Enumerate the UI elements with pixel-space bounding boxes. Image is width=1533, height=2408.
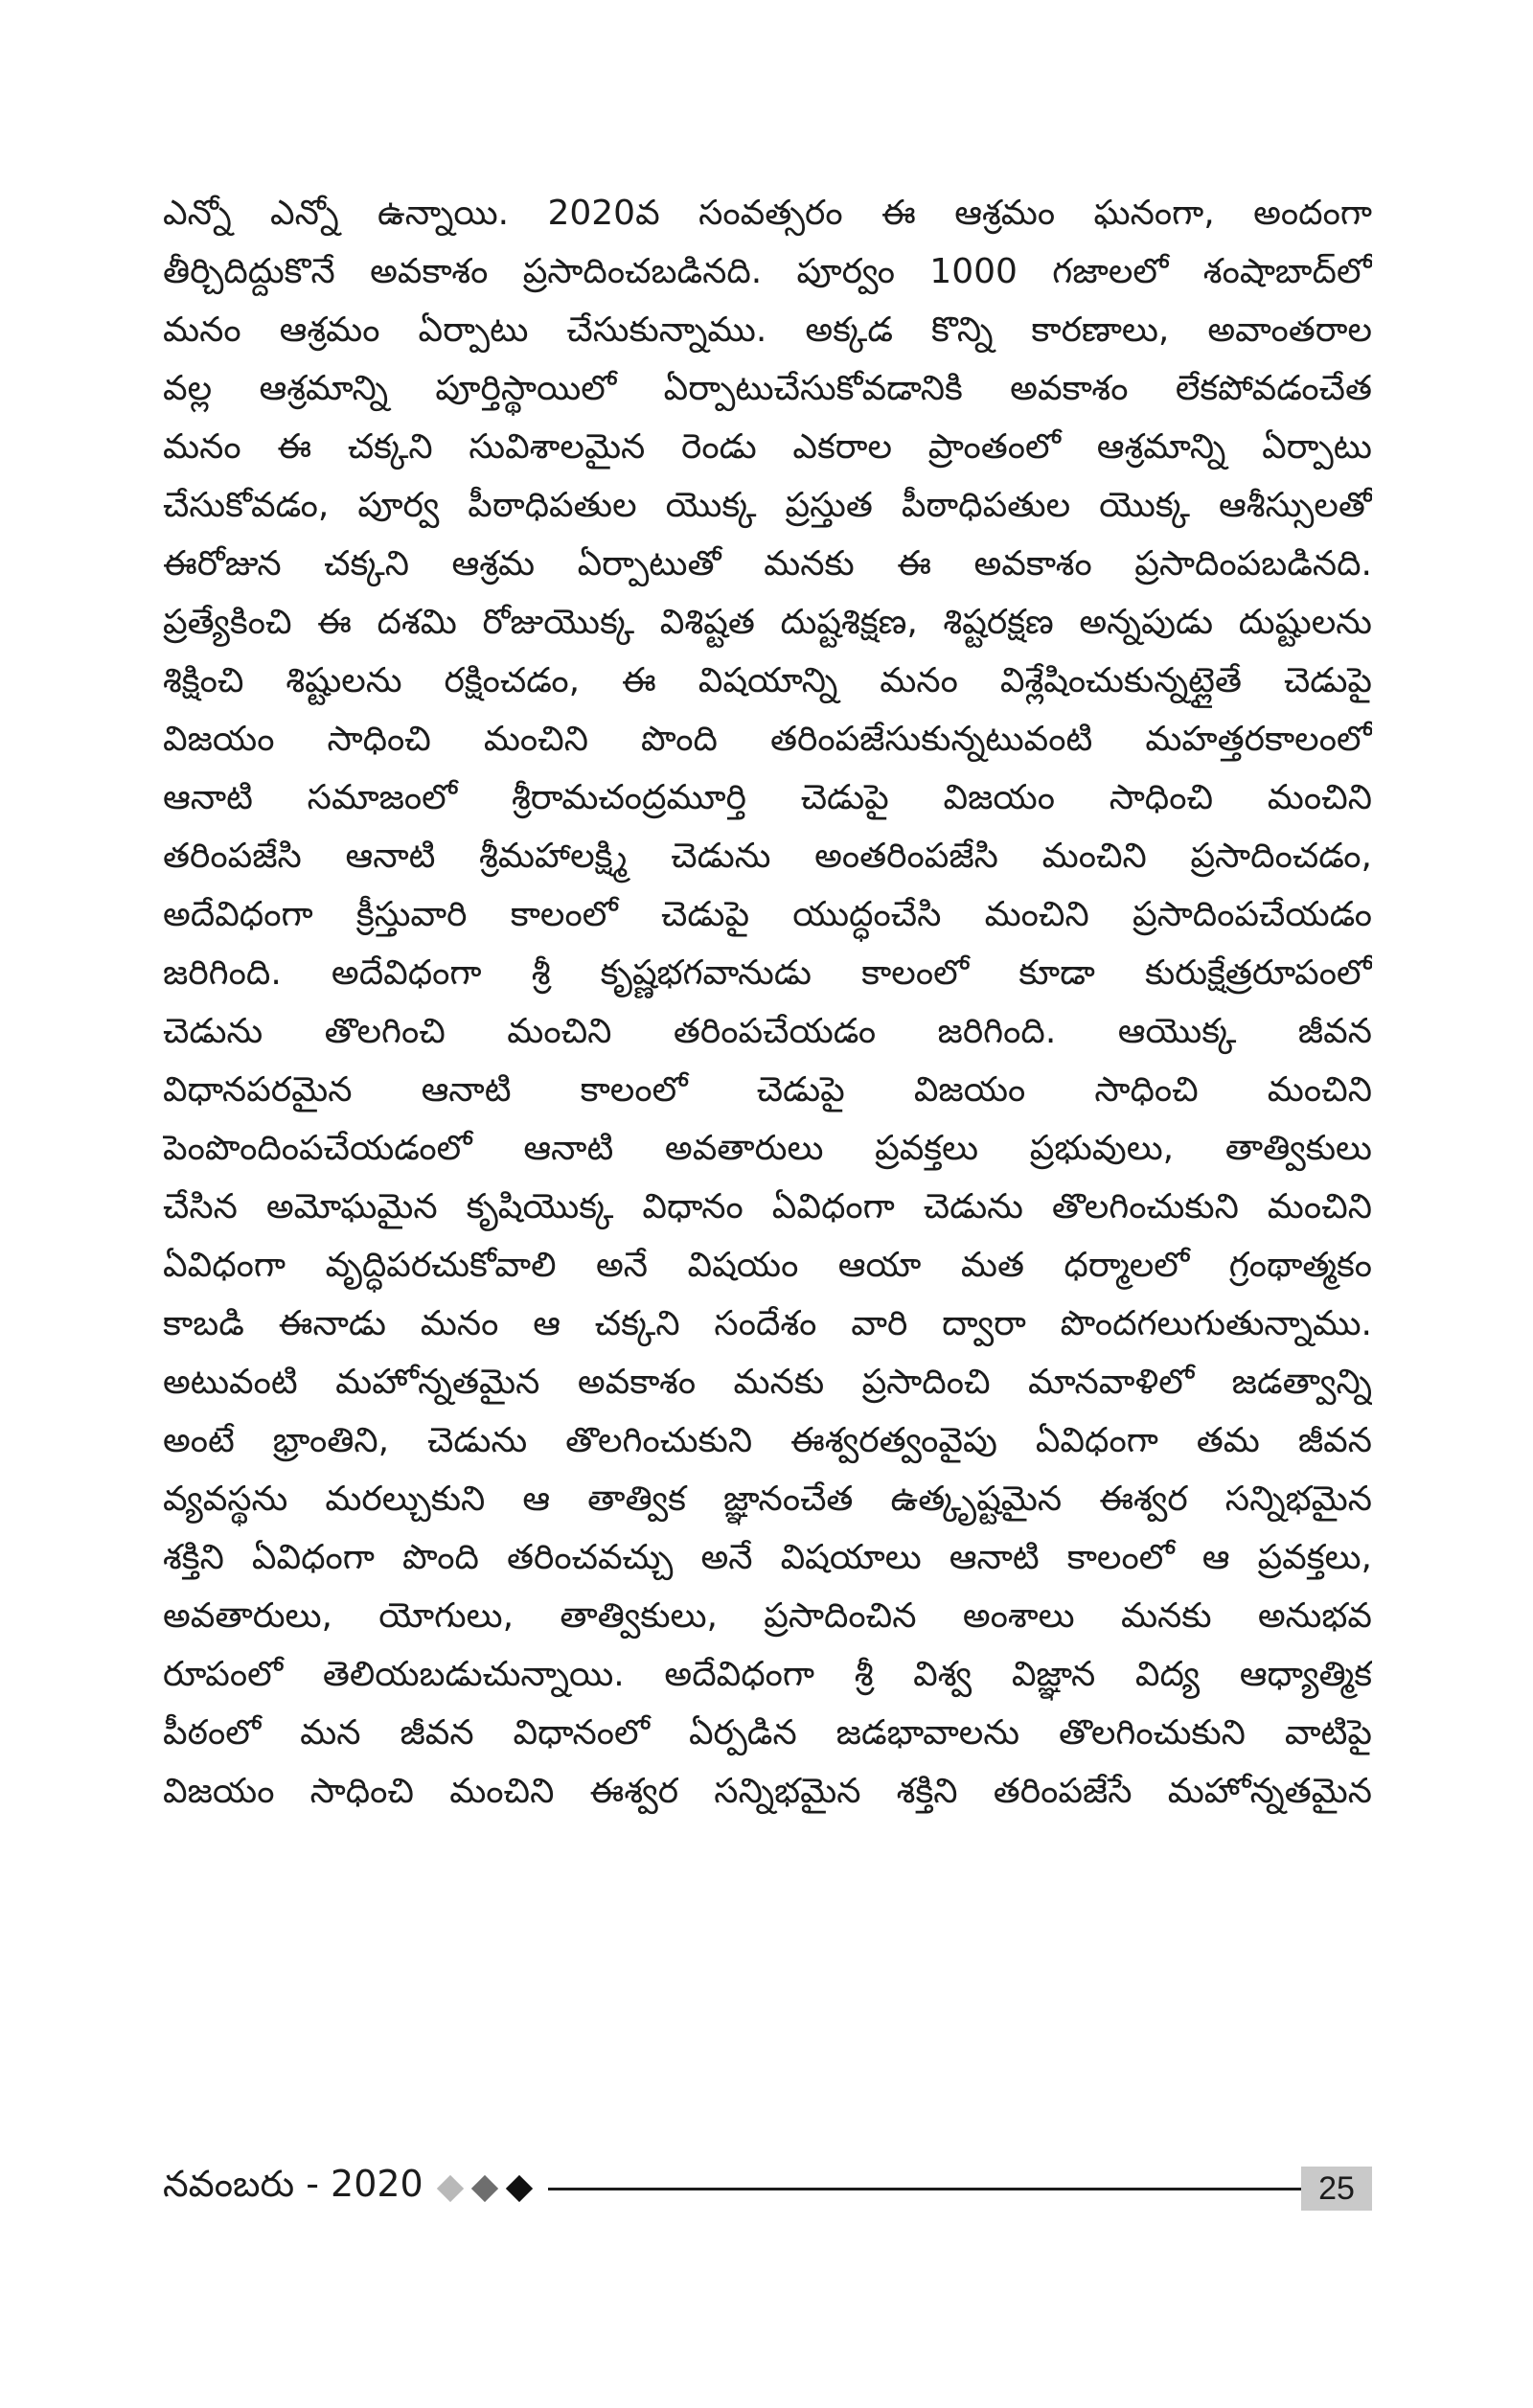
text-line: మనం ఈ చక్కని సువిశాలమైన రెండు ఎకరాల ప్రాంతంలో ఆశ్రమాన్ని ఏర్పాటు xyxy=(163,427,1372,467)
text-line: ఈరోజున చక్కని ఆశ్రమ ఏర్పాటుతో మనకు ఈ అవకాశం ప్రసాదింపబడినది. xyxy=(163,544,1372,584)
text-line: అటువంటి మహోన్నతమైన అవకాశం మనకు ప్రసాదించి మానవాళిలో జడత్వాన్ని xyxy=(163,1363,1372,1402)
text-line: శిక్షించి శిష్టులను రక్షించడం, ఈ విషయాన్ని మనం విశ్లేషించుకున్నట్లైతే చెడుపై xyxy=(163,661,1372,700)
text-line: ఎన్నో ఎన్నో ఉన్నాయి. 2020వ సంవత్సరం ఈ ఆశ్రమం ఘనంగా, అందంగా xyxy=(163,194,1372,233)
page-number-badge: 25 xyxy=(1301,2167,1372,2211)
text-line: పెంపొందింపచేయడంలో ఆనాటి అవతారులు ప్రవక్తలు ప్రభువులు, తాత్వికులు xyxy=(163,1129,1372,1168)
footer-issue-title: నవంబరు - 2020 xyxy=(163,2163,423,2205)
diamond-icon-dark xyxy=(506,2175,533,2202)
text-line: అదేవిధంగా క్రీస్తువారి కాలంలో చెడుపై యుద్ధంచేసి మంచిని ప్రసాదింపచేయడం xyxy=(163,895,1372,934)
text-line: చేసుకోవడం, పూర్వ పీఠాధిపతుల యొక్క ప్రస్తుత పీఠాధిపతుల యొక్క ఆశీస్సులతో xyxy=(163,486,1372,525)
text-line: రూపంలో తెలియబడుచున్నాయి. అదేవిధంగా శ్రీ విశ్వ విజ్ఞాన విద్య ఆధ్యాత్మిక xyxy=(163,1655,1372,1694)
text-line: చేసిన అమోఘమైన కృషియొక్క విధానం ఏవిధంగా చెడును తొలగించుకుని మంచిని xyxy=(163,1187,1372,1227)
text-line: శక్తిని ఏవిధంగా పొంది తరించవచ్చు అనే విషయాలు ఆనాటి కాలంలో ఆ ప్రవక్తలు, xyxy=(163,1538,1372,1577)
text-line: తీర్చిదిద్దుకొనే అవకాశం ప్రసాదించబడినది. పూర్వం 1000 గజాలలో శంషాబాద్‌లో xyxy=(163,252,1372,291)
text-line: తరింపజేసి ఆనాటి శ్రీమహాలక్ష్మి చెడును అంతరింపజేసి మంచిని ప్రసాదించడం, xyxy=(163,837,1372,876)
diamond-icon-light xyxy=(437,2175,464,2202)
text-line: చెడును తొలగించి మంచిని తరింపచేయడం జరిగింది. ఆయొక్క జీవన xyxy=(163,1012,1372,1051)
text-line: వల్ల ఆశ్రమాన్ని పూర్తిస్థాయిలో ఏర్పాటుచేసుకోవడానికి అవకాశం లేకపోవడంచేత xyxy=(163,369,1372,408)
diamond-icon-mid xyxy=(471,2175,498,2202)
text-line: మనం ఆశ్రమం ఏర్పాటు చేసుకున్నాము. అక్కడ కొన్ని కారణాలు, అవాంతరాల xyxy=(163,310,1372,350)
footer-rule xyxy=(548,2188,1301,2190)
text-line: కాబడి ఈనాడు మనం ఆ చక్కని సందేశం వారి ద్వారా పొందగలుగుతున్నాము. xyxy=(163,1304,1372,1343)
text-line: పీఠంలో మన జీవన విధానంలో ఏర్పడిన జడభావాలను తొలగించుకుని వాటిపై xyxy=(163,1713,1372,1753)
page-footer xyxy=(163,2164,1372,2213)
text-line: ప్రత్యేకించి ఈ దశమి రోజుయొక్క విశిష్టత దుష్టశిక్షణ, శిష్టరక్షణ అన్నపుడు దుష్టులను xyxy=(163,603,1372,642)
text-line: ఆనాటి సమాజంలో శ్రీరామచంద్రమూర్తి చెడుపై విజయం సాధించి మంచిని xyxy=(163,778,1372,817)
text-line: వ్యవస్థను మరల్చుకుని ఆ తాత్విక జ్ఞానంచేత ఉత్కృష్టమైన ఈశ్వర సన్నిభమైన xyxy=(163,1479,1372,1519)
text-line: అవతారులు, యోగులు, తాత్వికులు, ప్రసాదించిన అంశాలు మనకు అనుభవ xyxy=(163,1596,1372,1636)
footer-ornament xyxy=(441,2179,529,2198)
text-line: జరిగింది. అదేవిధంగా శ్రీ కృష్ణభగవానుడు కాలంలో కూడా కురుక్షేత్రరూపంలో xyxy=(163,953,1372,993)
text-line: విధానపరమైన ఆనాటి కాలంలో చెడుపై విజయం సాధించి మంచిని xyxy=(163,1070,1372,1110)
text-line: విజయం సాధించి మంచిని పొంది తరింపజేసుకున్నటువంటి మహత్తరకాలంలో xyxy=(163,720,1372,759)
text-line: విజయం సాధించి మంచిని ఈశ్వర సన్నిభమైన శక్తిని తరింపజేసే మహోన్నతమైన xyxy=(163,1772,1372,1811)
text-line: అంటే భ్రాంతిని, చెడును తొలగించుకుని ఈశ్వరత్వంవైపు ఏవిధంగా తమ జీవన xyxy=(163,1421,1372,1460)
text-line: ఏవిధంగా వృద్ధిపరచుకోవాలి అనే విషయం ఆయా మత ధర్మాలలో గ్రంథాత్మకం xyxy=(163,1246,1372,1285)
body-text xyxy=(163,184,1372,1821)
